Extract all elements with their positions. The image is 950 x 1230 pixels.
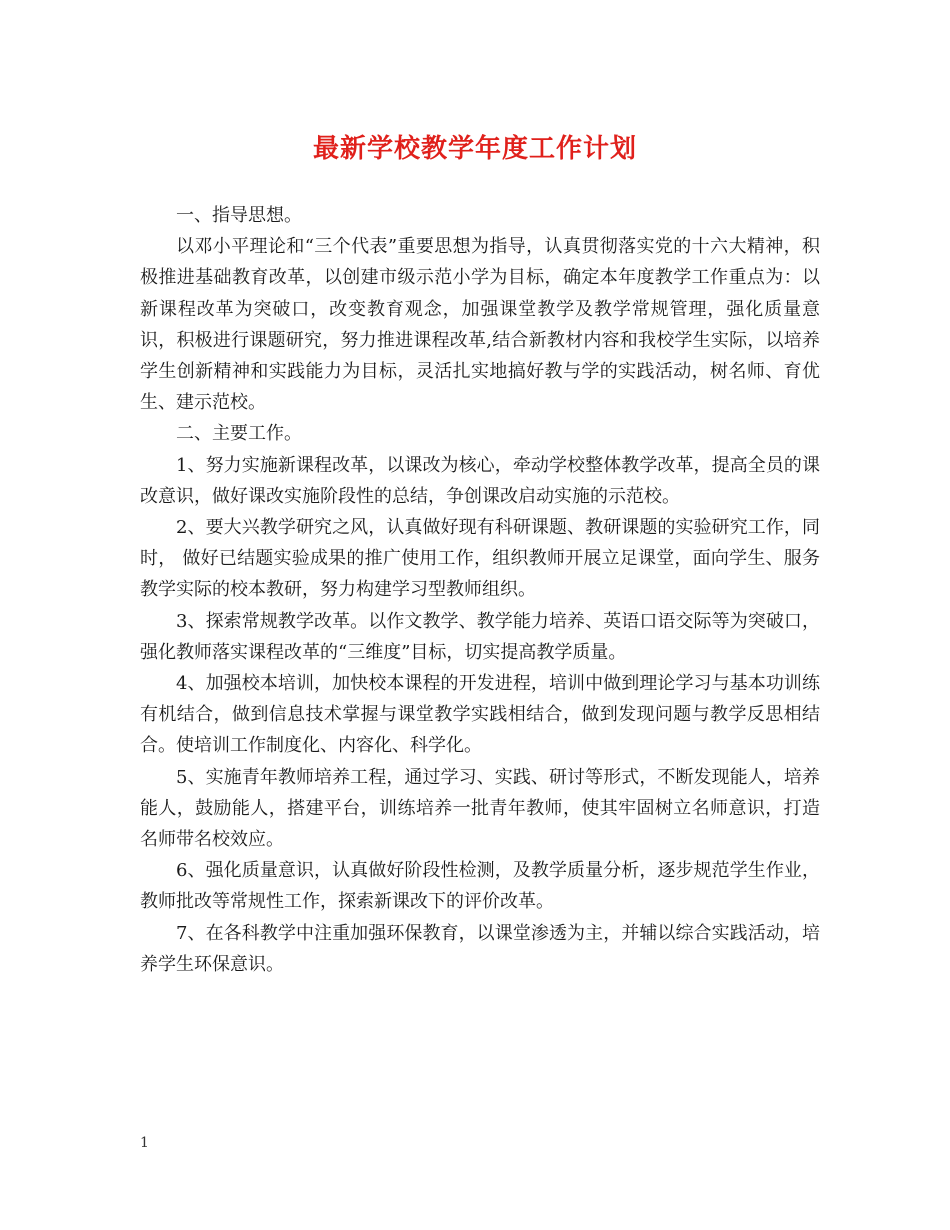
section-heading-guiding-ideology: 一、指导思想。 [176, 205, 302, 226]
work-item-3: 3、探索常规教学改革。以作文教学、教学能力培养、英语口语交际等为突破口，强化教师落实课程改革的“三维度”目标，切实提高教学质量。 [140, 610, 820, 663]
work-item-6: 6、强化质量意识，认真做好阶段性检测，及教学质量分析，逐步规范学生作业，教师批改等常规性工作，探索新课改下的评价改革。 [140, 860, 820, 913]
work-item-1: 1、努力实施新课程改革，以课改为核心，牵动学校整体教学改革，提高全员的课改意识，做好课改实施阶段性的总结，争创课改启动实施的示范校。 [140, 454, 820, 507]
document-title: 最新学校教学年度工作计划 [312, 134, 637, 164]
page-number: 1 [140, 1135, 149, 1151]
paragraph-guiding-ideology: 以邓小平理论和“三个代表”重要思想为指导，认真贯彻落实党的十六大精神，积极推进基础教育改革，以创建市级示范小学为目标，确定本年度教学工作重点为：以新课程改革为突破口，改变教育观念，加强课堂教学及教学常规管理，强化质量意识，积极进行课题研究，努力推进课程改革,结合新教材内容和我校学生实际，以培养学生创新精神和实践能力为目标，灵活扎实地搞好教与学的实践活动，树名师、育优生、建示范校。 [140, 236, 820, 414]
work-item-7: 7、在各科教学中注重加强环保教育，以课堂渗透为主，并辅以综合实践活动，培养学生环保意识。 [140, 922, 820, 975]
section-heading-main-work: 二、主要工作。 [176, 423, 302, 445]
work-item-4: 4、加强校本培训，加快校本课程的开发进程，培训中做到理论学习与基本功训练有机结合，做到信息技术掌握与课堂教学实践相结合，做到发现问题与教学反思相结合。使培训工作制度化、内容化、科学化。 [140, 673, 820, 757]
document-body [140, 200, 820, 980]
work-item-5: 5、实施青年教师培养工程，通过学习、实践、研讨等形式，不断发现能人，培养能人，鼓励能人，搭建平台，训练培养一批青年教师，使其牢固树立名师意识，打造名师带名校效应。 [140, 766, 820, 851]
work-item-2: 2、要大兴教学研究之风，认真做好现有科研课题、教研课题的实验研究工作，同时， 做好已结题实验成果的推广使用工作，组织教师开展立足课堂，面向学生、服务教学实际的校本教研，努力构建学习型教师组织。 [140, 517, 820, 601]
